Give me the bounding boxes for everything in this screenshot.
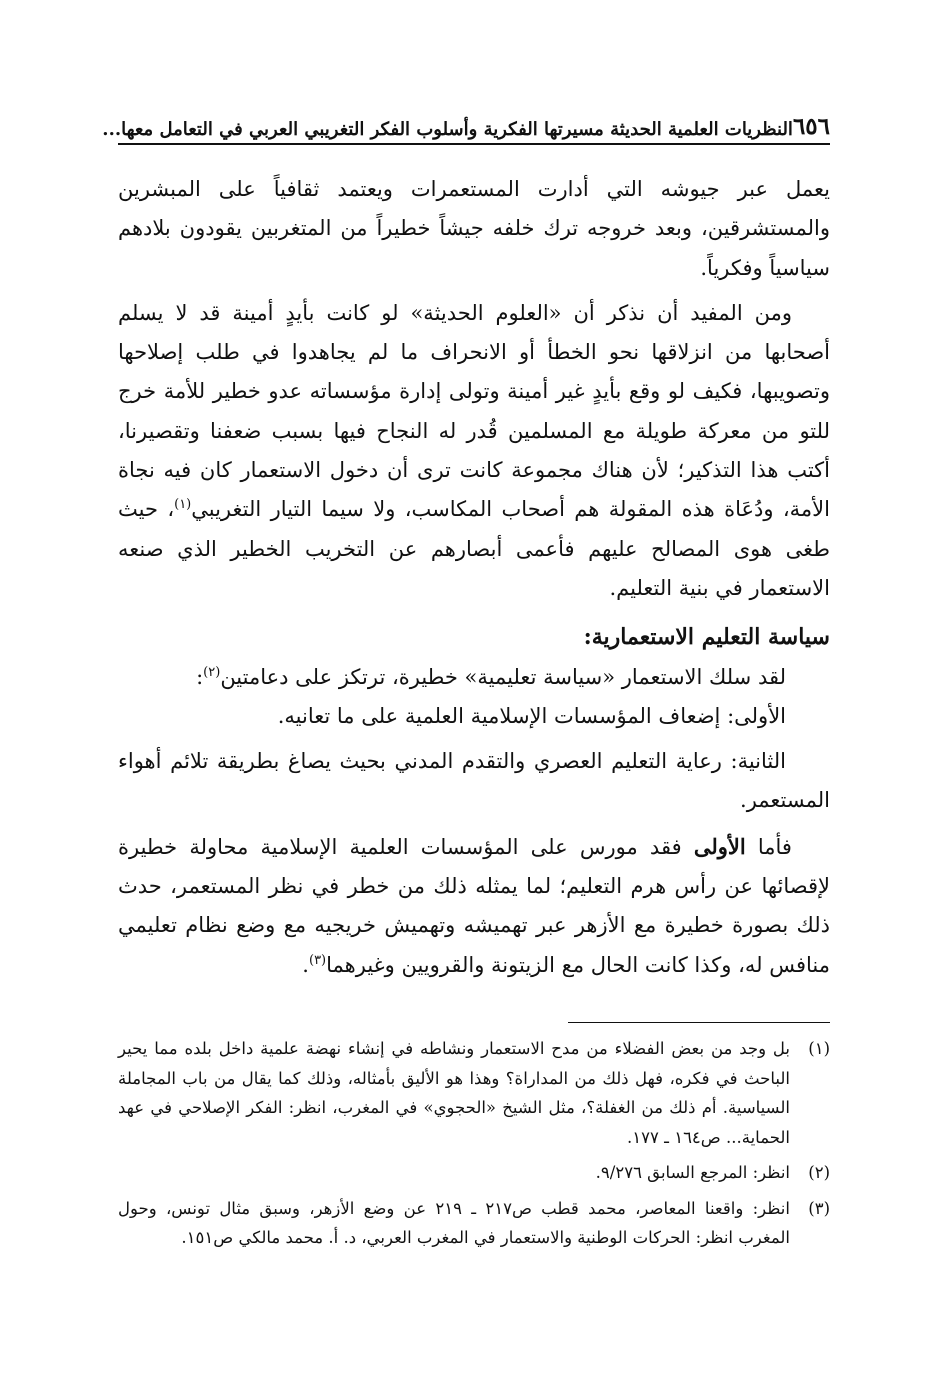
- footnote: [118, 1158, 830, 1188]
- paragraph-4: [118, 827, 830, 985]
- footnote: [118, 1194, 830, 1253]
- paragraph-2-text-b: ، حيث طغى هوى المصالح عليهم فأعمى أبصارهم عن التخريب الخطير الذي صنعه الاستعمار في بنية التعليم.: [118, 497, 830, 600]
- footnote-ref-3: (٣): [308, 952, 327, 968]
- main-text: [118, 170, 830, 985]
- list-item-first: الأولى: إضعاف المؤسسات الإسلامية العلمية على ما تعانيه.: [277, 703, 786, 728]
- footnote-text: انظر: المرجع السابق ٩/٢٧٦.: [595, 1163, 790, 1182]
- footnote-ref-2: (٢): [203, 664, 221, 680]
- running-title: النظريات العلمية الحديثة مسيرتها الفكرية وأسلوب الفكر التغريبي العربي في التعامل معها...: [102, 119, 793, 140]
- paragraph-3-text-b: :: [196, 664, 204, 689]
- section-heading: سياسة التعليم الاستعمارية:: [583, 624, 830, 651]
- footnote-ref-1: (١): [174, 497, 192, 513]
- paragraph-2-text-a: ومن المفيد أن نذكر أن «العلوم الحديثة» لو كانت بأيدٍ أمينة قد لا يسلم أصحابها من انزلاقها نحو الخطأ أو الانحراف ما لم يجاهدوا في طلب إصلاحها وتصويبها، فكيف لو وقع بأيدٍ غير أمينة وتولى إدارة مؤسساته عدو خطير للأمة خرج للتو من معركة طويلة مع المسلمين قُدر له النجاح فيها بسبب ضعفنا وتقصيرنا، أكتب هذا التذكير؛ لأن هناك مجموعة كانت ترى أن دخول الاستعمار كان فيه نجاة الأمة، ودُعَاة هذه المقولة هم أصحاب المكاسب، ولا سيما التيار التغريبي: [118, 300, 830, 522]
- footnotes: [118, 1034, 830, 1259]
- footnote-text: بل وجد من بعض الفضلاء من مدح الاستعمار ونشاطه في إنشاء نهضة علمية داخل بلده مما يحير الباحث في فكره، فهل ذلك من المداراة؟ وهذا هو الأليق بأمثاله، وذلك كما يقال من باب المجاملة السياسية. أم ذلك من الغفلة؟، مثل الشيخ «الحجوي» في المغرب، انظر: الفكر الإصلاحي في عهد الحماية... ص١٦٤ ـ ١٧٧.: [118, 1039, 790, 1147]
- list-item-second: الثانية: رعاية التعليم العصري والتقدم المدني بحيث يصاغ بطريقة تلائم أهواء المستعمر.: [118, 749, 830, 813]
- paragraph-4-bold-word: الأولى: [693, 833, 746, 859]
- footnote-text: انظر: واقعنا المعاصر، محمد قطب ص٢١٧ ـ ٢١٩ عن وضع الأزهر، وسبق مثال تونس، وحول المغرب انظر: الحركات الوطنية والاستعمار في المغرب العربي، د. أ. محمد مالكي ص١٥١.: [118, 1198, 790, 1247]
- paragraph-4-lead: فأما: [757, 834, 792, 859]
- footnote-number: (١): [808, 1039, 830, 1058]
- page-number: ٦٥٦: [792, 113, 830, 140]
- paragraph-1: يعمل عبر جيوشه التي أدارت المستعمرات ويعتمد ثقافياً على المبشرين والمستشرقين، وبعد خروجه ترك خلفه جيشاً خطيراً من المتغربين يقودون بلادهم سياسياً وفكرياً.: [118, 177, 830, 280]
- footnote-number: (٢): [808, 1163, 830, 1182]
- paragraph-3: [118, 658, 830, 697]
- header-divider: [118, 143, 830, 145]
- footnote: [118, 1034, 830, 1152]
- paragraph-3-text-a: لقد سلك الاستعمار «سياسة تعليمية» خطيرة، ترتكز على دعامتين: [220, 664, 786, 689]
- paragraph-2: [118, 294, 830, 608]
- footnote-divider: [568, 1022, 830, 1023]
- paragraph-4-text-a: فقد مورس على المؤسسات العلمية الإسلامية محاولة خطيرة لإقصائها عن رأس هرم التعليم؛ لما يمثله ذلك من خطر في نظر المستعمر، حدث ذلك بصورة خطيرة مع الأزهر عبر تهميشه وتهميش خريجيه مع وضع نظام تعليمي منافس له، وكذا كانت الحال مع الزيتونة والقرويين وغيرهما: [118, 834, 830, 977]
- footnote-number: (٣): [808, 1198, 830, 1218]
- page-header: [102, 96, 830, 140]
- paragraph-4-text-b: .: [302, 952, 309, 977]
